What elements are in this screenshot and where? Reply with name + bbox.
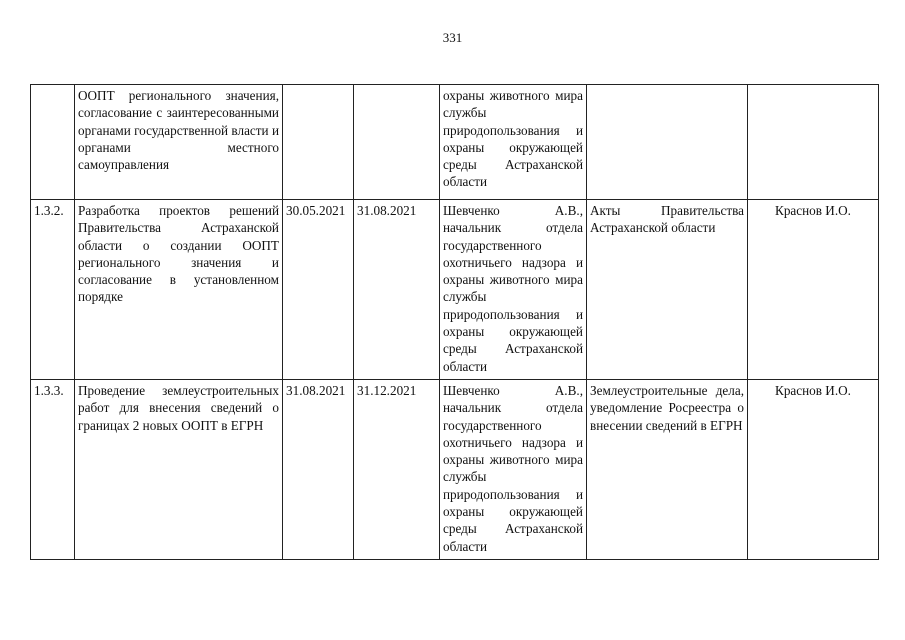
event-cell: Проведение землеустроительных работ для внесения сведений о границах 2 новых ООПТ в ЕГРН [75,379,283,559]
control-cell [748,85,879,200]
end-date-cell: 31.12.2021 [354,379,440,559]
end-date-cell: 31.08.2021 [354,200,440,380]
result-cell [587,85,748,200]
page-number: 331 [442,30,463,45]
plan-table [30,84,879,560]
responsible-cell: Шевченко А.В., начальник отдела государственного охотничьего надзора и охраны животного мира службы природопользования и охраны окружающей среды Астраханской области [440,379,587,559]
row-number-cell: 1.3.2. [31,200,75,380]
table-row [31,379,879,559]
end-date-cell [354,85,440,200]
row-number-cell: 1.3.3. [31,379,75,559]
result-cell: Акты Правительства Астраханской области [587,200,748,380]
responsible-cell: Шевченко А.В., начальник отдела государственного охотничьего надзора и охраны животного мира службы природопользования и охраны окружающей среды Астраханской области [440,200,587,380]
start-date-cell [283,85,354,200]
control-cell: Краснов И.О. [748,379,879,559]
start-date-cell: 31.08.2021 [283,379,354,559]
event-cell: ООПТ регионального значения, согласование с заинтересованными органами государственной власти и органами местного самоуправления [75,85,283,200]
responsible-cell: охраны животного мира службы природопользования и охраны окружающей среды Астраханской области [440,85,587,200]
control-cell: Краснов И.О. [748,200,879,380]
event-cell: Разработка проектов решений Правительства Астраханской области о создании ООПТ регионального значения и согласование в установленном порядке [75,200,283,380]
row-number-cell [31,85,75,200]
table-row [31,85,879,200]
table-row [31,200,879,380]
result-cell: Землеустроительные дела, уведомление Росреестра о внесении сведений в ЕГРН [587,379,748,559]
start-date-cell: 30.05.2021 [283,200,354,380]
